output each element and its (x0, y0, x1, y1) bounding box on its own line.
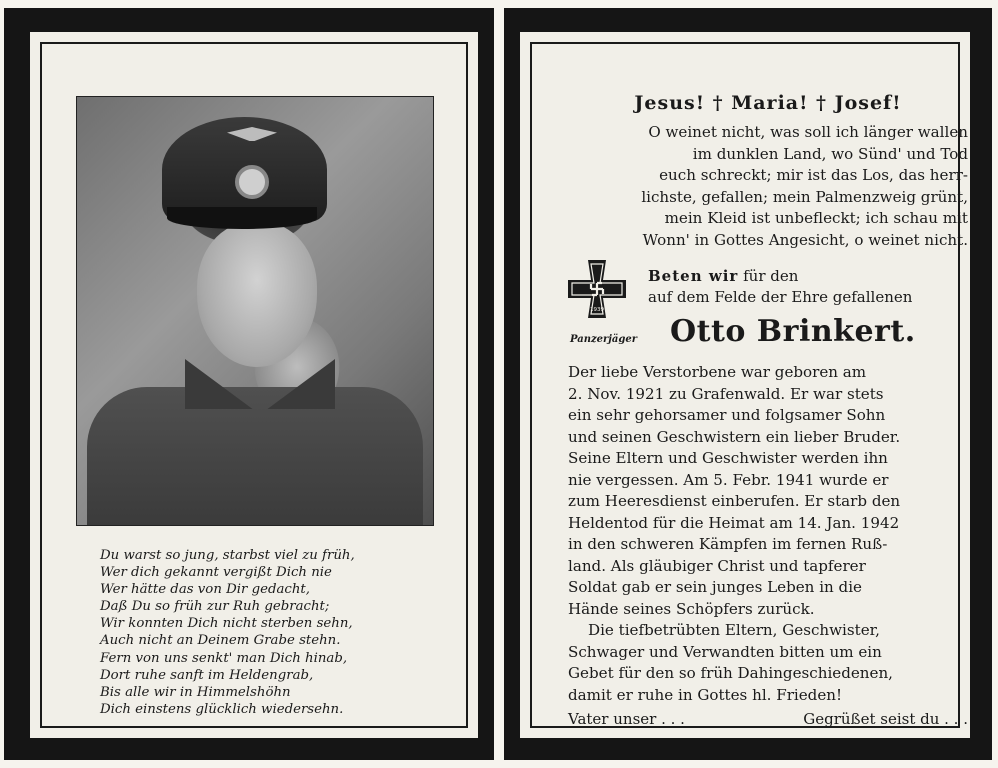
left-card (4, 8, 494, 760)
bio-line: Der liebe Verstorbene war geboren am (568, 363, 867, 381)
verse-line: Wonn' in Gottes Angesicht, o weinet nicht. (642, 230, 968, 249)
bio-line: Gebet für den so früh Dahingeschiedenen, (568, 664, 893, 682)
closing-prayers (568, 710, 968, 728)
poem-line: Fern von uns senkt' man Dich hinab, (100, 650, 348, 666)
consolation-verse (568, 122, 968, 251)
poem-line: Du warst so jung, starbst viel zu früh, (100, 548, 355, 563)
biography (568, 362, 968, 706)
verse-line: lichste, gefallen; mein Palmenzweig grünt, (641, 187, 968, 206)
poem-line: Bis alle wir in Himmelshöhn (100, 684, 291, 700)
rank-label: Panzerjäger (570, 334, 638, 345)
photo-face (197, 222, 317, 367)
poem-line: Auch nicht an Deinem Grabe stehn. (100, 633, 341, 649)
verse-line: im dunklen Land, wo Sünd' und Tod (692, 144, 968, 163)
poem-line: Dort ruhe sanft im Heldengrab, (100, 667, 314, 683)
bio-line: zum Heeresdienst einberufen. Er starb den (568, 492, 901, 510)
photo-tunic (87, 387, 423, 525)
soldier-portrait-photo (76, 96, 434, 526)
bio-line: damit er ruhe in Gottes hl. Frieden! (568, 685, 843, 704)
right-card-paper (520, 32, 970, 738)
left-card-paper (30, 32, 478, 738)
poem-line: Dich einstens glücklich wiedersehn. (100, 701, 344, 717)
verse-line: euch schreckt; mir ist das Los, das herr- (659, 166, 968, 184)
bio-line: nie vergessen. Am 5. Febr. 1941 wurde er (568, 470, 889, 489)
bio-line: 2. Nov. 1921 zu Grafenwald. Er war stets (568, 384, 884, 403)
poem-line: Wer hätte das von Dir gedacht, (100, 582, 311, 598)
invocation-heading: Jesus! † Maria! † Josef! (634, 92, 902, 114)
poem-line: Daß Du so früh zur Ruh gebracht; (100, 599, 330, 615)
bio-line: Soldat gab er sein junges Leben in die (568, 578, 862, 596)
bio-line: und seinen Geschwistern ein lieber Bruder. (568, 427, 901, 446)
prayer-request (648, 266, 912, 308)
poem-line: Wer dich gekannt vergißt Dich nie (100, 565, 332, 581)
photo-visor (167, 207, 317, 229)
pray-bold: Beten wir (648, 267, 739, 285)
bio-line: Hände seines Schöpfers zurück. (568, 599, 815, 618)
verse-line: O weinet nicht, was soll ich länger wallen (648, 123, 968, 141)
right-card (504, 8, 992, 760)
bio-line: Schwager und Verwandten bitten um ein (568, 642, 882, 661)
bio-line: Die tiefbetrübten Eltern, Geschwister, (588, 621, 880, 639)
bio-line: Heldentod für die Heimat am 14. Jan. 1942 (568, 513, 900, 532)
cap-cockade-icon (235, 165, 269, 199)
bio-line: in den schweren Kämpfen im fernen Ruß- (568, 535, 888, 553)
memorial-poem (100, 547, 440, 718)
bio-line: land. Als gläubiger Christ und tapferer (568, 556, 866, 575)
bio-line: Seine Eltern und Geschwister werden ihn (568, 449, 888, 467)
cross-year: 1939 (590, 307, 604, 313)
prayer-our-father: Vater unser . . . (568, 710, 685, 728)
poem-line: Wir konnten Dich nicht sterben sehn, (100, 616, 353, 632)
pray-line2: auf dem Felde der Ehre gefallenen (648, 288, 913, 306)
verse-line: mein Kleid ist unbefleckt; ich schau mit (664, 209, 968, 227)
iron-cross-icon (566, 258, 628, 320)
prayer-hail-mary: Gegrüßet seist du . . . (803, 710, 968, 728)
pray-rest: für den (738, 267, 799, 285)
deceased-name: Otto Brinkert. (670, 314, 916, 349)
bio-line: ein sehr gehorsamer und folgsamer Sohn (568, 406, 886, 424)
